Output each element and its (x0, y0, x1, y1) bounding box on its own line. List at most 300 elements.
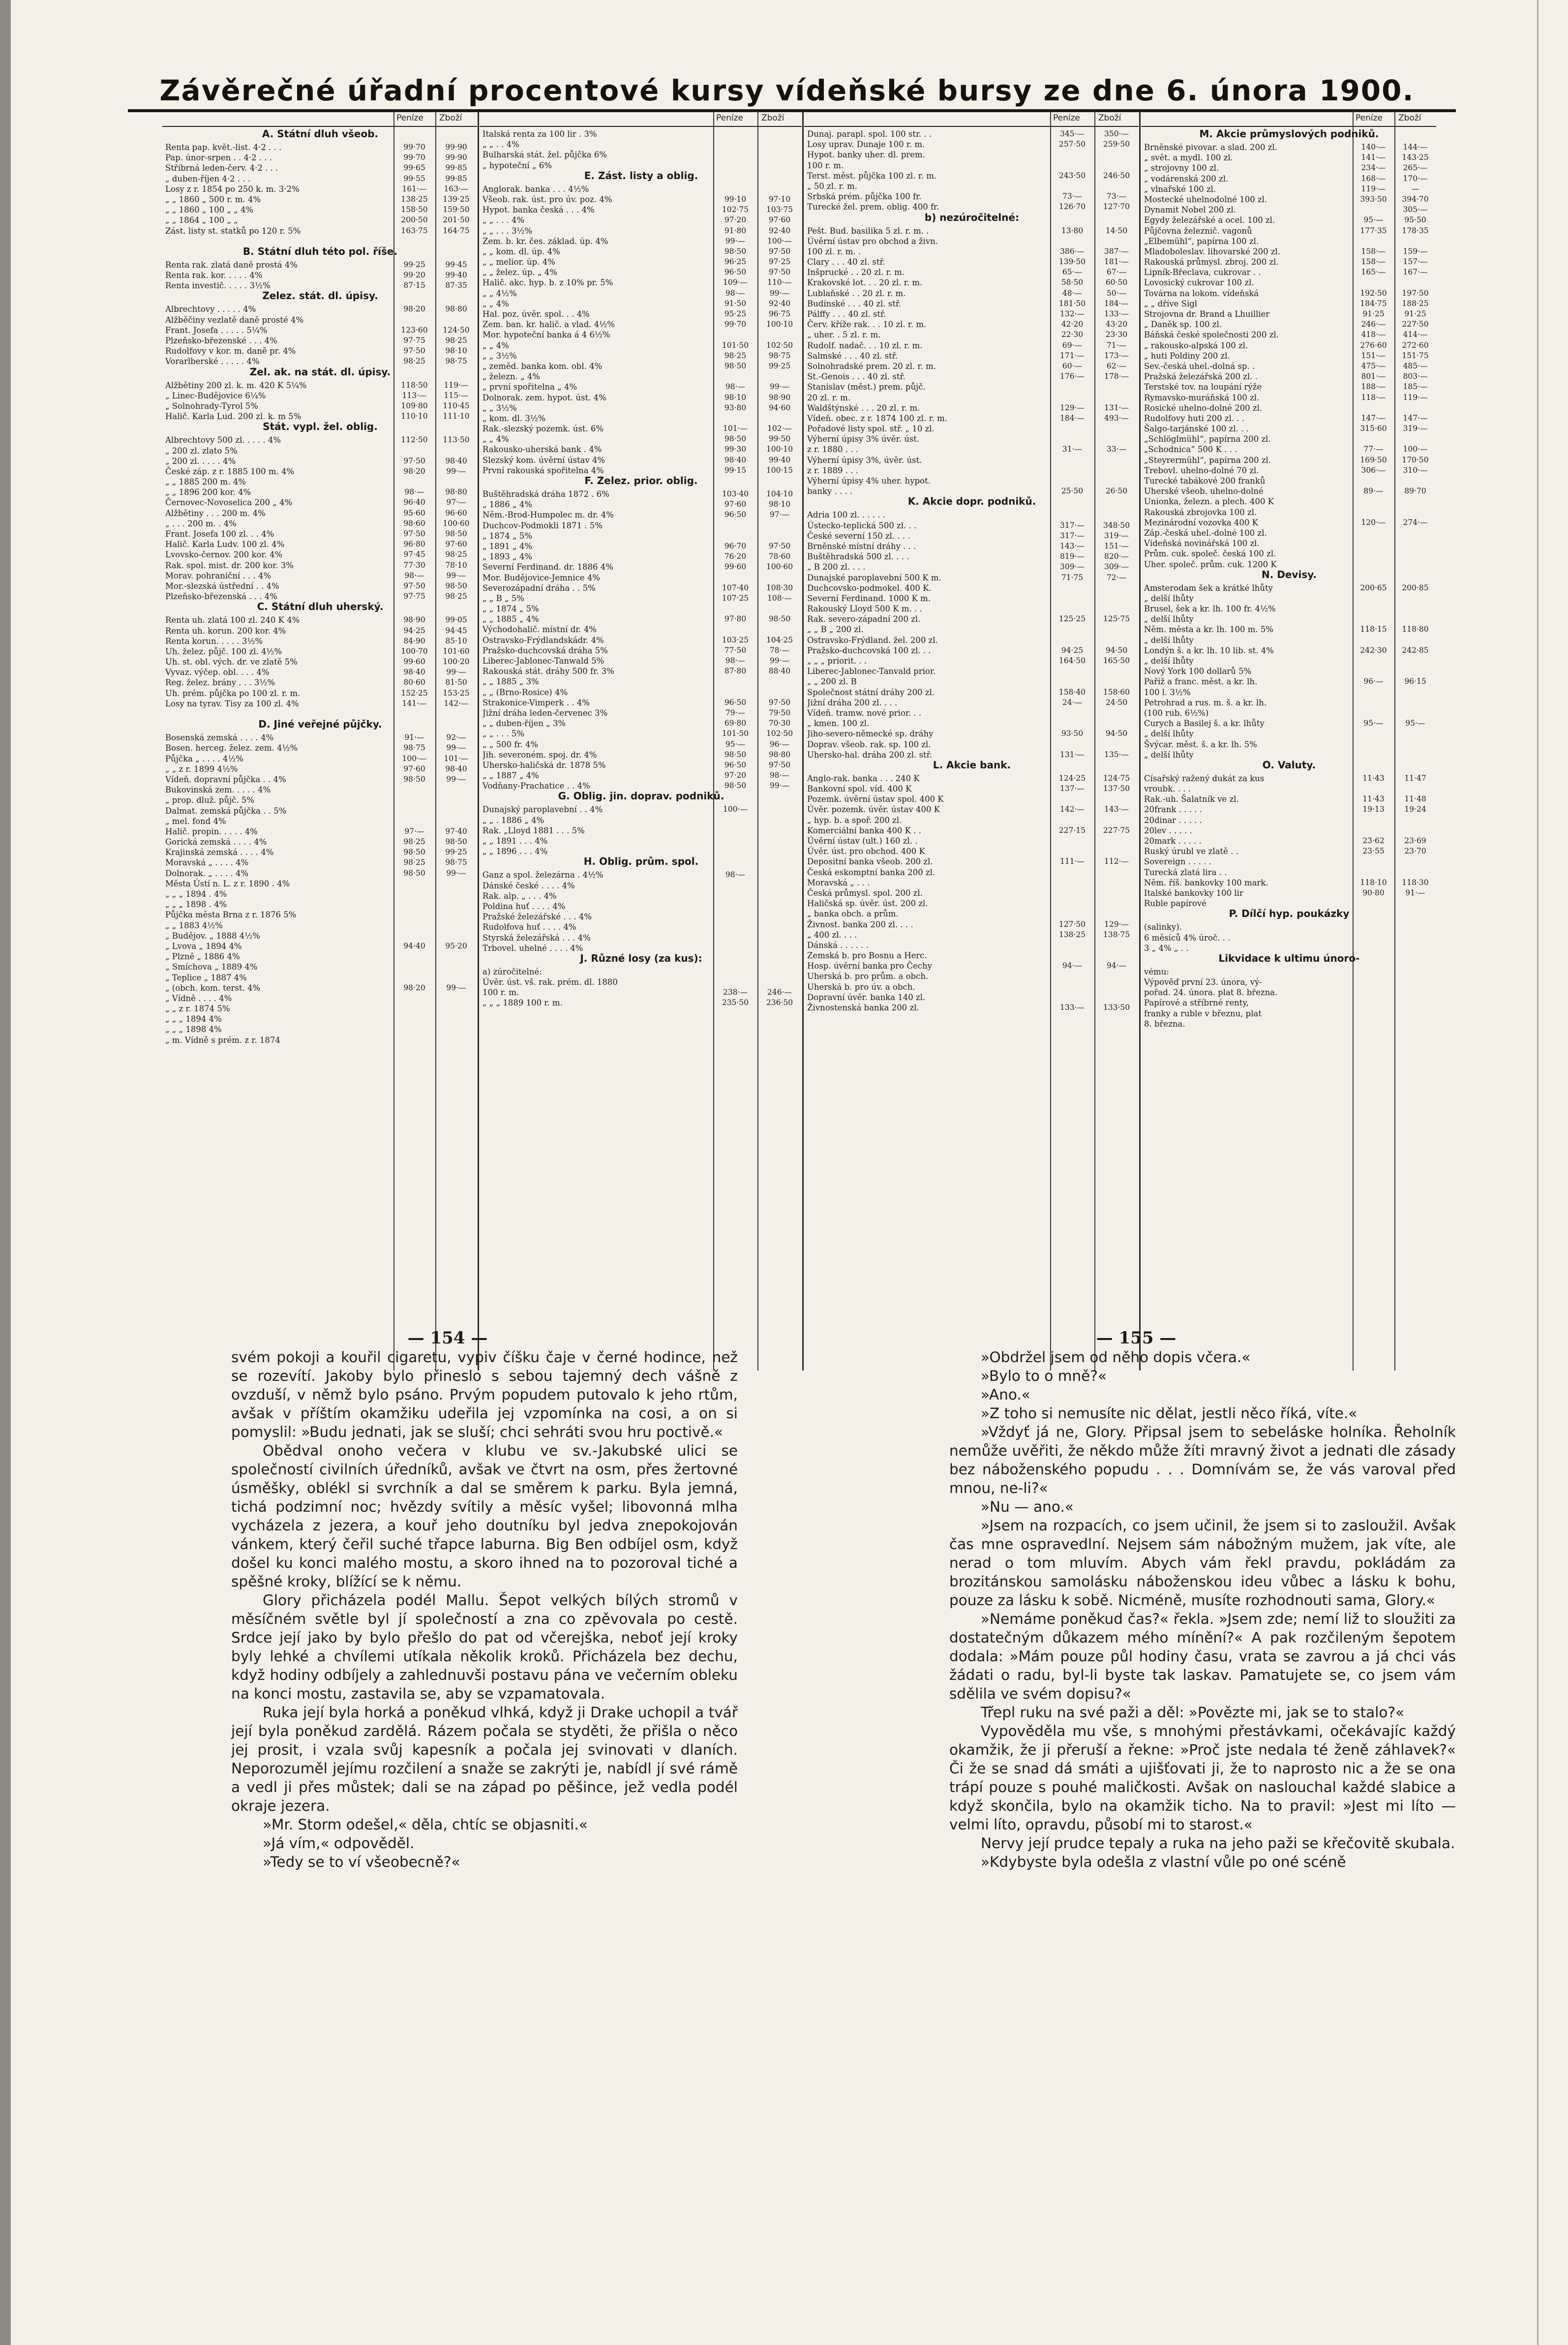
header-goods: Zboží (761, 113, 784, 123)
page-number-right: — 155 — (1096, 1328, 1176, 1348)
column-header (1141, 111, 1436, 127)
table-row (480, 150, 802, 160)
price-goods: 111·10 (443, 412, 470, 421)
price-goods: 97·50 (768, 541, 791, 550)
price-goods: 97·50 (768, 268, 791, 277)
table-row (804, 299, 1139, 309)
price-paid: 89·— (1363, 487, 1384, 496)
security-name: Úvěrní ústav (ult.) 160 zl. . (807, 836, 918, 846)
header-goods: Zboží (1398, 113, 1421, 123)
story-paragraph: »Ano.« (981, 1386, 1030, 1403)
table-row (480, 846, 802, 856)
price-goods: 98·50 (445, 529, 467, 538)
security-name: Papírové a stříbrné renty, (1144, 998, 1249, 1008)
security-name: Bulharská stát. žel. půjčka 6% (482, 150, 607, 160)
security-name: Dalmat. zemská půjčka . . 5% (165, 806, 287, 816)
header-paid: Peníze (716, 113, 743, 123)
price-paid: 93·50 (1061, 729, 1084, 738)
price-paid: 184·— (1059, 413, 1085, 423)
row-list (162, 129, 477, 1045)
security-name: C. Státní dluh uherský. (257, 602, 384, 612)
table-row (162, 806, 477, 816)
header-paid: Peníze (1356, 113, 1383, 123)
security-name: „ „ 1864 „ 100 „ „ (165, 215, 238, 225)
security-name: Turecká zlatá lira . . (1144, 867, 1227, 877)
security-name: Pešt. Bud. basilika 5 zl. r. m. . (807, 226, 929, 236)
security-name: „ 200 zl. zlato 5% (165, 446, 238, 456)
security-name: „ „ melior. úp. 4% (482, 257, 555, 267)
security-name: Liberec-Jablonec-Tanwald 5% (482, 656, 604, 666)
table-row (804, 676, 1139, 687)
table-row (804, 246, 1139, 257)
table-row (1141, 351, 1436, 361)
table-row (480, 901, 802, 912)
story-paragraph: »Vždyť já ne, Glory. Připsal jsem to sebeláske holníka. Řeholník nemůže uvěřiti, že někdo může žíti mravný život a jednati dle zásady bez náboženského popudu . . . Domnívám se, že vás varoval před mnou, ne-li?« (949, 1424, 1456, 1496)
table-row (162, 184, 477, 194)
table-row (162, 910, 477, 920)
price-paid: 94·25 (403, 626, 425, 635)
table-row (162, 194, 477, 205)
price-goods: 99·— (769, 781, 790, 791)
security-name: „ m. Vídně s prém. z r. 1874 (165, 1035, 280, 1045)
security-name: Pražská železářská 200 zl. . (1144, 372, 1258, 382)
table-row (804, 950, 1139, 961)
security-name: „ delší lhůty (1144, 750, 1194, 760)
security-name: „ „ 1885 200 m. 4% (165, 477, 246, 487)
security-name: Uherské všeob. uhelno-dolné (1144, 487, 1264, 496)
table-row (804, 139, 1139, 150)
price-goods: 99·— (446, 774, 466, 784)
table-row (162, 993, 477, 1004)
price-goods: 23·30 (1105, 330, 1128, 339)
security-name: G. Oblig. jin. doprav. podniků. (558, 791, 724, 802)
price-goods: 96·— (769, 739, 790, 749)
table-row (162, 615, 477, 625)
price-paid: 109·80 (401, 401, 428, 410)
table-row (1141, 676, 1436, 687)
price-paid: 99·30 (724, 445, 747, 454)
table-row (480, 129, 802, 139)
security-name: „ Solnohrady-Tyrol 5% (165, 401, 258, 411)
security-name: České severní 150 zl. . . . (807, 531, 910, 541)
table-row (1141, 277, 1436, 288)
table-row (804, 593, 1139, 604)
table-row (162, 205, 477, 215)
price-goods: 142·— (444, 699, 469, 708)
price-goods: 118·80 (1402, 625, 1429, 634)
security-name: Anglorak. banka . . . 4½% (482, 184, 589, 194)
table-row (804, 940, 1139, 950)
price-goods: 96·60 (445, 508, 467, 518)
security-name: Losy z r. 1854 po 250 k. m. 3·2% (165, 184, 300, 194)
security-name: H. Oblig. prům. spol. (583, 856, 699, 867)
price-paid: 118·15 (1360, 625, 1387, 634)
price-paid: 168·— (1361, 174, 1386, 183)
table-row (1141, 773, 1436, 784)
price-paid: 98·60 (403, 518, 425, 528)
price-goods: 803·— (1403, 372, 1428, 381)
price-goods: 98·50 (445, 837, 467, 847)
price-paid: 120·— (1361, 518, 1386, 527)
price-paid: 97·20 (724, 771, 747, 780)
table-row (162, 260, 477, 270)
table-row (1141, 967, 1436, 977)
security-name: Albrechtovy . . . . . 4% (165, 305, 256, 314)
security-name: Jiho-severo-německé sp. dráhy (807, 729, 934, 739)
table-row (1141, 583, 1436, 593)
table-row (162, 304, 477, 314)
table-row (804, 773, 1139, 784)
table-row (162, 446, 477, 456)
price-goods: 97·50 (768, 760, 791, 769)
table-row (1141, 718, 1436, 729)
price-goods: 319·— (1104, 531, 1129, 540)
price-goods: 197·50 (1402, 288, 1429, 298)
security-name: Všeob. rak. úst. pro úv. poz. 4% (482, 194, 612, 204)
price-goods: 85·10 (445, 636, 467, 645)
table-row (1141, 174, 1436, 184)
security-name: Trbovel. uhelné . . . . 4% (482, 943, 583, 953)
story-column-left (231, 1348, 738, 1871)
security-name: Alžbětiny . . . 200 m. 4% (165, 508, 266, 518)
security-name: „ delší lhůty (1144, 635, 1194, 645)
price-goods: 99·90 (445, 143, 467, 152)
security-name: Báňská české společnosti 200 zl. (1144, 330, 1279, 340)
security-name: Živnost. banka 200 zl. . . . (807, 919, 913, 929)
table-row (1141, 434, 1436, 444)
security-name: „ Lvova „ 1894 4% (165, 941, 242, 951)
table-row (162, 508, 477, 518)
price-column-2 (480, 111, 802, 1400)
security-name: Společnost státní dráhy 200 zl. (807, 687, 935, 697)
table-row (480, 781, 802, 791)
security-name: Výpověď první 23. února, vý- (1144, 977, 1262, 987)
security-name: Východohalič. místní dr. 4% (482, 625, 597, 635)
security-name: Jižní dráha leden-červenec 3% (482, 708, 608, 718)
security-name: Renta pap. květ.-list. 4·2 . . . (165, 143, 282, 152)
security-name: „Schodnica“ 500 K . . . (1144, 445, 1237, 455)
price-goods: 100·20 (443, 657, 470, 667)
price-paid: 97·50 (403, 581, 425, 590)
security-name: Alžbětiny 200 zl. k. m. 420 K 5¼% (165, 380, 307, 390)
security-name: „Steyrermühl“, papírna 200 zl. (1144, 455, 1271, 465)
table-row (804, 150, 1139, 160)
table-row (162, 688, 477, 699)
price-paid: 99·60 (403, 657, 425, 667)
price-goods: 73·— (1106, 192, 1127, 201)
price-goods: 100·— (1403, 445, 1428, 454)
price-paid: 118·— (1361, 393, 1386, 402)
price-paid: 151·— (1361, 351, 1386, 360)
price-goods: 348·50 (1103, 520, 1130, 530)
security-name: Amsterodam šek a krátké lhůty (1144, 583, 1273, 593)
security-name: „ „ 4% (482, 340, 509, 350)
table-row (1141, 444, 1436, 455)
price-goods: 185·— (1403, 382, 1428, 392)
price-paid: 309·— (1059, 562, 1085, 572)
price-goods: 151·75 (1402, 351, 1429, 360)
security-name: K. Akcie dopr. podniků. (907, 496, 1036, 507)
table-row (804, 371, 1139, 382)
price-paid: 103·25 (722, 635, 749, 644)
table-row (804, 257, 1139, 267)
price-goods: 246·— (767, 988, 792, 997)
table-row (1141, 194, 1436, 205)
story-paragraph: »Mr. Storm odešel,« děla, chtíc se objasniti.« (263, 1816, 588, 1833)
price-goods: 99·85 (445, 174, 467, 183)
security-name: Uhersko-hal. dráha 200 zl. stř. (807, 750, 933, 760)
security-name: Brněnské místní dráhy . . . (807, 541, 916, 551)
table-row (480, 635, 802, 645)
table-row (162, 487, 477, 497)
security-name: Pražské železářské . . . 4% (482, 912, 592, 922)
security-name: Něm. říš. bankovky 100 mark. (1144, 878, 1268, 887)
column-separator (802, 111, 804, 1370)
security-name: „ duben-říjen 4·2 . . . (165, 174, 251, 183)
table-row (162, 1035, 477, 1045)
table-row (162, 889, 477, 899)
price-paid: 97·50 (403, 456, 425, 465)
table-row (480, 444, 802, 455)
row-list (480, 129, 802, 1008)
table-row (804, 267, 1139, 277)
security-name: Ostravsko-Frýdland. žel. 200 zl. (807, 635, 938, 645)
price-goods: 99·90 (445, 153, 467, 162)
section-heading (162, 422, 477, 435)
security-name: P. Dílčí hyp. poukázky (1229, 909, 1350, 919)
table-row (804, 635, 1139, 645)
table-row (480, 288, 802, 299)
table-row (162, 1024, 477, 1035)
table-row (1141, 319, 1436, 330)
price-paid: 96·— (1363, 677, 1384, 686)
story-paragraph: Nervy její prudce tepaly a ruka na jeho paži se křečovitě skubala. (981, 1835, 1455, 1852)
security-name: Losy na tyrav. Tisy za 100 zl. 4% (165, 699, 299, 708)
security-name: 20lev . . . . . (1144, 825, 1192, 835)
security-name: Terstské tov. na loupání rýže (1144, 382, 1262, 392)
table-row (480, 718, 802, 729)
security-name: Rak.-uh. Šalatník ve zl. (1144, 794, 1239, 804)
price-goods: 71·— (1106, 340, 1127, 350)
table-row (804, 919, 1139, 930)
price-goods: 100·15 (766, 465, 793, 475)
price-paid: 97·— (404, 826, 424, 836)
table-row (162, 657, 477, 667)
table-row (804, 486, 1139, 496)
table-row (480, 943, 802, 953)
table-row (804, 562, 1139, 572)
security-name: Švýcar. měst. š. a kr. lh. 5% (1144, 739, 1257, 749)
security-name: Pražsko-duchcovská 100 zl. . . (807, 645, 931, 655)
table-row (480, 510, 802, 520)
price-goods: 99·25 (768, 361, 791, 370)
security-name: Půjčka „ . . . . 4½% (165, 754, 244, 763)
table-row (1141, 867, 1436, 878)
price-goods: 100·10 (766, 320, 793, 329)
table-row (480, 815, 802, 825)
price-paid: 188·— (1361, 382, 1386, 392)
table-row (1141, 548, 1436, 559)
price-goods: 100·60 (443, 518, 470, 528)
security-name: Mladoboleslav. lihovarské 200 zl. (1144, 246, 1281, 256)
story-paragraph: Vypověděla mu vše, s mnohými přestávkami, očekávajíc každý okamžik, že ji přeruší a řekne: »Proč jste nedala té ženě záhlavek?« Či že se snad dá smáti a ujišťovati ji, že to naprosto nic a že se ona trápí pouze s pouhé maličkosti. Avšak on naslouchal každé slabice a když skončila, bylo na okamžik ticho. Na to pravil: »Jest mi líto — velmi líto, opravdu, působí mi to starost.« (949, 1723, 1456, 1833)
security-name: Nový York 100 dollarů 5% (1144, 667, 1252, 676)
price-goods: 110·45 (443, 401, 470, 410)
right-edge-rule (1537, 0, 1538, 2345)
price-paid: 138·25 (1058, 930, 1086, 939)
price-paid: 25·50 (1061, 487, 1084, 496)
table-row (1141, 708, 1436, 718)
table-row (1141, 528, 1436, 538)
price-paid: 98·— (725, 656, 746, 665)
price-goods: 97·25 (768, 257, 791, 267)
table-row (1141, 794, 1436, 804)
price-goods: 92·40 (768, 226, 791, 235)
price-goods: 98·80 (445, 487, 467, 497)
table-row (1141, 403, 1436, 413)
table-row (162, 560, 477, 571)
table-row (804, 888, 1139, 898)
price-goods: 24·50 (1105, 698, 1128, 707)
security-name: „ vodárenská 200 zl. (1144, 174, 1229, 183)
security-name: Pálffy . . . 40 zl. stř. (807, 309, 886, 319)
security-name: Úvěr. pozemk. úvěr. ústav 400 K (807, 805, 940, 815)
price-goods: 414·— (1403, 330, 1428, 339)
security-name: „ „ 1887 „ 4% (482, 771, 539, 781)
price-paid: 13·80 (1061, 226, 1084, 235)
price-paid: 131·— (1059, 750, 1085, 759)
price-paid: 99·15 (724, 465, 747, 475)
table-row (162, 626, 477, 636)
table-row (162, 899, 477, 910)
price-goods: 98·25 (445, 592, 467, 601)
security-name: Moravská „ . . . . 4% (165, 858, 249, 868)
security-name: Výherní úpisy 3% úvěr. úst. (807, 434, 920, 444)
price-goods: — (1411, 184, 1419, 193)
price-paid: 118·50 (401, 380, 428, 390)
row-list (804, 129, 1139, 1013)
price-paid: 42·20 (1061, 320, 1084, 329)
binding-edge (0, 0, 11, 2345)
table-row (1141, 257, 1436, 267)
security-name: „ 1874 „ 5% (482, 531, 532, 541)
security-name: Zem. b. kr. čes. základ. úp. 4% (482, 236, 608, 246)
price-goods: 173·— (1104, 351, 1129, 360)
table-row (804, 645, 1139, 656)
price-paid: 96·25 (724, 257, 747, 267)
price-goods: 23·69 (1404, 836, 1426, 845)
table-row (162, 401, 477, 411)
security-name: Ruský úrubl ve zlatě . . (1144, 847, 1238, 856)
security-name: Rak.-slezský pozemk. úst. 6% (482, 424, 604, 434)
security-name: Ganz a spol. železárna . 4½% (482, 870, 603, 880)
price-goods: 99·— (446, 743, 466, 753)
price-paid: 98·50 (403, 848, 425, 857)
security-name: „ „ „ 1894 4% (165, 1014, 222, 1024)
security-name: franky a ruble v březnu, plat (1144, 1008, 1262, 1018)
price-goods: 70·30 (768, 719, 791, 728)
table-row (480, 987, 802, 998)
security-name: Italská renta za 100 lir . 3% (482, 129, 597, 139)
section-heading (1141, 953, 1436, 967)
table-row (1141, 856, 1436, 867)
security-name: „ „ 1885 „ 4% (482, 614, 539, 624)
section-heading (1141, 909, 1436, 922)
security-name: Mor. Budějovice-Jemnice 4% (482, 573, 601, 582)
security-name: Dolnorak. „ . . . . 4% (165, 868, 249, 878)
price-goods: 143·— (1104, 805, 1129, 814)
security-name: Vídeňská novinářská 100 zl. (1144, 539, 1260, 548)
security-name: Frant. Josefa 100 zl. . . 4% (165, 529, 274, 539)
table-row (162, 677, 477, 688)
column-header (162, 111, 477, 127)
table-row (804, 191, 1139, 202)
table-row (162, 868, 477, 879)
security-name: Česká průmysl. spol. 200 zl. (807, 888, 923, 898)
security-name: F. Želez. prior. oblig. (584, 476, 698, 486)
price-goods: 131·— (1104, 403, 1129, 412)
table-row (804, 867, 1139, 878)
price-goods: 98·25 (445, 550, 467, 559)
security-name: „ 200 zl. . . . . 4% (165, 456, 236, 466)
price-goods: 485·— (1403, 361, 1428, 370)
security-name: Mezinárodní vozovka 400 K (1144, 518, 1258, 527)
price-goods: 99·— (446, 571, 466, 580)
table-row (1141, 943, 1436, 953)
security-name: Haličská sp. úvěr. úst. 200 zl. (807, 899, 928, 909)
table-row (480, 967, 802, 977)
column-separator (1139, 111, 1141, 1370)
price-column-1 (162, 111, 477, 1400)
price-goods: 188·25 (1402, 299, 1429, 308)
security-name: 8. března. (1144, 1019, 1185, 1029)
security-name: Vídeň. obec. z r. 1874 100 zl. r. m. (807, 413, 948, 423)
table-row (480, 340, 802, 351)
security-name: Zem. ban. kr. halič. a vlad. 4½% (482, 320, 615, 330)
price-goods: 227·75 (1103, 825, 1130, 835)
security-name: J. Různé losy (za kus): (580, 953, 702, 964)
security-name: „ strojovny 100 zl. (1144, 163, 1219, 173)
security-name: Renta uh. korun. 200 kor. 4% (165, 626, 286, 636)
table-row (480, 382, 802, 392)
price-goods: 91·— (1405, 888, 1425, 897)
security-name: Depositní banka všeob. 200 zl. (807, 857, 933, 867)
table-row (162, 163, 477, 173)
price-goods: 108·30 (766, 583, 793, 592)
security-name: banky . . . . (807, 487, 853, 496)
price-paid: 98·25 (403, 858, 425, 867)
table-row (804, 846, 1139, 856)
table-row (1141, 922, 1436, 932)
security-name: Bankovní spol. víd. 400 K (807, 784, 912, 794)
price-paid: 96·50 (724, 760, 747, 769)
table-row (480, 593, 802, 604)
security-name: Hal. poz. úvěr. spol. . . 4% (482, 309, 590, 319)
table-row (162, 1004, 477, 1014)
price-paid: 77·30 (403, 560, 425, 570)
security-name: Unionka, železn. a plech. 400 K (1144, 497, 1274, 507)
security-name: Renta korun. . . . . 3½% (165, 636, 263, 646)
security-name: „ 50 zl. r. m. (807, 181, 857, 191)
table-row (162, 667, 477, 677)
table-row (162, 764, 477, 774)
security-name: „ 400 zl. . . . (807, 930, 857, 940)
security-name: Uher. společ. prům. cuk. 1200 K (1144, 559, 1277, 569)
table-row (162, 315, 477, 325)
security-name: Uh. prém. půjčka po 100 zl. r. m. (165, 688, 301, 698)
security-name: Turecké žel. prem. oblig. 400 fr. (807, 202, 939, 212)
price-paid: 96·50 (724, 510, 747, 519)
